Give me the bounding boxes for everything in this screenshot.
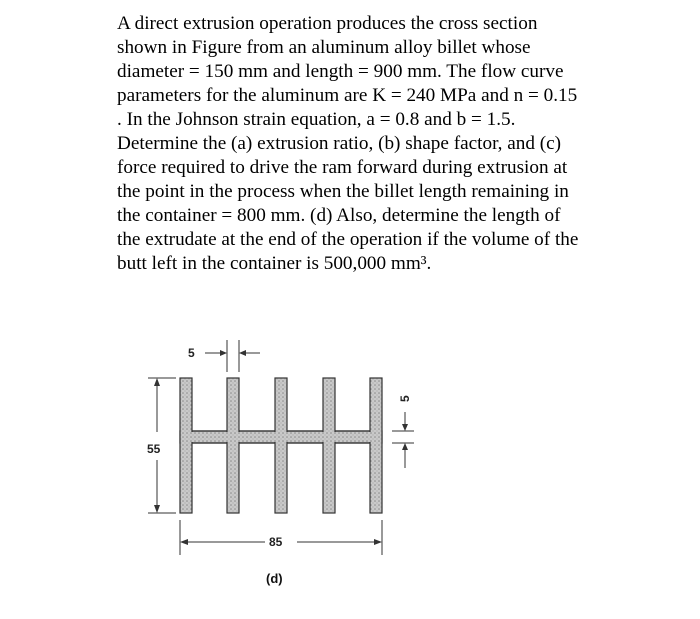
web-thickness-dimension bbox=[392, 395, 414, 468]
cross-section-drawing bbox=[130, 320, 430, 600]
width-dimension bbox=[180, 520, 382, 555]
height-dimension bbox=[147, 378, 176, 513]
height-label: 55 bbox=[147, 442, 161, 456]
rib-section bbox=[180, 378, 192, 513]
rib-section bbox=[370, 378, 382, 513]
figure-caption: (d) bbox=[266, 571, 283, 586]
rib-section bbox=[275, 378, 287, 513]
problem-line: force required to drive the ram forward during extrusion at bbox=[117, 157, 568, 178]
problem-line: the point in the process when the billet length remaining in bbox=[117, 181, 569, 202]
problem-line: parameters for the aluminum are K = 240 MPa and n = 0.15 bbox=[117, 85, 578, 106]
problem-statement bbox=[117, 12, 677, 276]
rib-section bbox=[227, 378, 239, 513]
cross-section-figure bbox=[130, 320, 430, 600]
problem-line: diameter = 150 mm and length = 900 mm. The flow curve bbox=[117, 61, 564, 82]
rib-thickness-dimension bbox=[188, 340, 260, 372]
rib-section bbox=[323, 378, 335, 513]
problem-line: . In the Johnson strain equation, a = 0.8 and b = 1.5. bbox=[117, 109, 516, 130]
problem-line: Determine the (a) extrusion ratio, (b) shape factor, and (c) bbox=[117, 133, 562, 154]
problem-line: the container = 800 mm. (d) Also, determine the length of bbox=[117, 205, 561, 226]
problem-line: the extrudate at the end of the operation if the volume of the bbox=[117, 229, 579, 250]
problem-line: A direct extrusion operation produces the cross section bbox=[117, 13, 538, 34]
width-label: 85 bbox=[269, 535, 283, 549]
web-thickness-label: 5 bbox=[398, 395, 412, 402]
extrusion-profile bbox=[180, 378, 382, 513]
rib-thickness-label: 5 bbox=[188, 346, 195, 360]
problem-line: shown in Figure from an aluminum alloy billet whose bbox=[117, 37, 531, 58]
problem-line: butt left in the container is 500,000 mm³. bbox=[117, 253, 432, 274]
